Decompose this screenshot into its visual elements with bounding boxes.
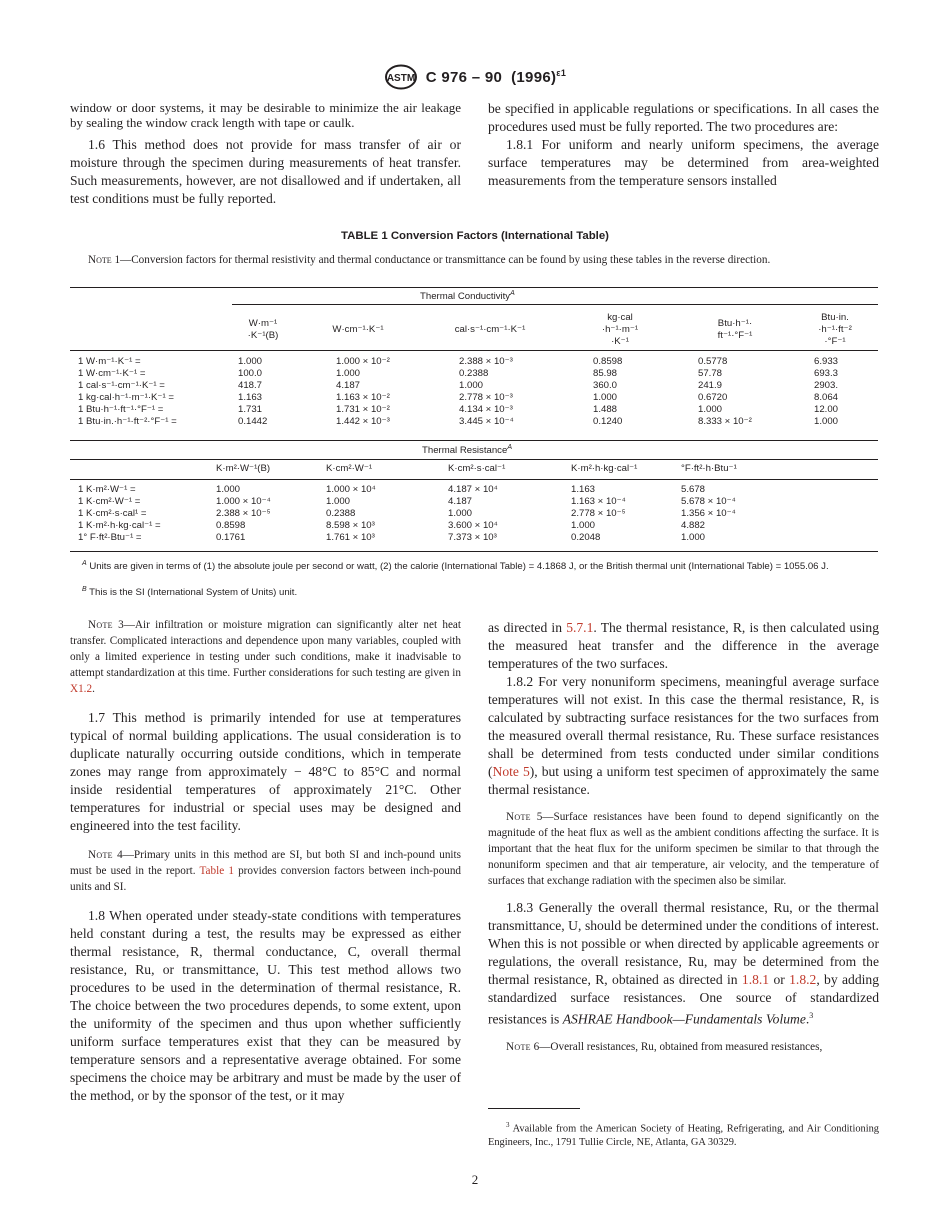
table-rule [70, 459, 878, 460]
table-cell: 1.488 [593, 404, 618, 415]
table-footnote-b: $^B$ This is the SI (International System of Units) unit. [82, 586, 298, 599]
table-caption: TABLE 1 Conversion Factors (International Table) [341, 230, 609, 242]
paragraph-1-8-1: 1.8.1 For uniform and nearly uniform specimens, the average surface temperatures may be determined from area-weighted measurements from the temperature sensors installed [488, 137, 879, 188]
svg-text:ASTM: ASTM [386, 73, 415, 84]
conductivity-title: Thermal Conductivity$^A$ [420, 290, 515, 303]
cond-row-label: 1 cal·s⁻¹·cm⁻¹·K⁻¹ = [78, 380, 165, 391]
table-cell: 1.000 [448, 508, 473, 519]
table-cell: 100.0 [238, 368, 263, 379]
link-5-7-1[interactable]: 5.7.1 [566, 620, 594, 635]
table-cell: 0.8598 [593, 356, 623, 367]
table-cell: 12.00 [814, 404, 839, 415]
table-cell: 4.134 × 10⁻³ [459, 404, 513, 415]
paragraph-1-6: 1.6 This method does not provide for mass transfer of air or moisture through the specimen during measurements of heat transfer. Such measurements, however, are not disallowed and if undertaken, all test conditions must be fully reported. [70, 137, 461, 206]
note-5: Note 5—Surface resistances have been found to depend significantly on the magnitude of the heat flux as well as the ambient conditions affecting the surface. It is important that the heat flux for the uniform specimen be similar to that through the nonuniform specimen and that air temperature, air velocity, and the temperature of surfaces that exchange radiation with the specimen also be similar. [488, 811, 879, 887]
table-cell: 57.78 [698, 368, 723, 379]
table-note: Note 1—Conversion factors for thermal resistivity and thermal conductance or transmittance can be found by using these tables in the reverse direction. [88, 254, 771, 266]
table-cell: 1.000 [336, 368, 361, 379]
cond-header-1: W·m⁻¹ ·K⁻¹(B) [247, 318, 279, 341]
left-column-top [70, 100, 461, 208]
table-cell: 1.000 × 10⁻⁴ [216, 496, 271, 507]
table-rule [232, 304, 878, 305]
res-header-5: °F·ft²·h·Btu⁻¹ [681, 463, 737, 474]
table-cell: 0.6720 [698, 392, 728, 403]
resistance-title: Thermal Resistance$^A$ [422, 444, 512, 457]
cond-row-label: 1 W·cm⁻¹·K⁻¹ = [78, 368, 146, 379]
page-number: 2 [471, 1172, 479, 1187]
table-cell: 0.2048 [571, 532, 601, 543]
paragraph-1-8-2: 1.8.2 For very nonuniform specimens, meaningful average surface temperatures will not exist. In this case the thermal resistance, R, is calculated by subtracting surface resistances for the two surfaces from the measured overall thermal resistance, Ru. These surface resistances shall be determined from tests conducted under similar conditions (Note 5), but using a uniform test specimen of approximately the same thermal resistance. [488, 674, 880, 797]
table-cell: 0.1761 [216, 532, 246, 543]
table-cell: 1.731 × 10⁻² [336, 404, 390, 415]
res-row-label: 1 K·cm²·s·cal¹ = [78, 508, 147, 519]
res-row-label: 1 K·m²·h·kg·cal⁻¹ = [78, 520, 161, 531]
table-cell: 2.388 × 10⁻³ [459, 356, 513, 367]
table-cell: 4.187 × 10⁴ [448, 484, 498, 495]
page-header [0, 64, 950, 90]
cond-header-5: Btu·h⁻¹· ft⁻¹·°F⁻¹ [717, 318, 753, 341]
table-rule [70, 287, 878, 288]
table-cell: 5.678 [681, 484, 706, 495]
astm-logo-icon [384, 64, 418, 90]
table-cell: 6.933 [814, 356, 839, 367]
right-column-bottom [488, 619, 879, 1055]
table-cell: 693.3 [814, 368, 839, 379]
cond-header-2: W·cm⁻¹·K⁻¹ [332, 324, 384, 335]
res-header-2: K·cm²·W⁻¹ [326, 463, 373, 474]
table-cell: 1.000 [238, 356, 263, 367]
res-header-1: K·m²·W⁻¹(B) [216, 463, 271, 474]
link-x1-2[interactable]: X1.2 [70, 683, 93, 695]
table-cell: 1.356 × 10⁻⁴ [681, 508, 736, 519]
table-cell: 4.882 [681, 520, 706, 531]
table-rule [70, 440, 878, 441]
link-1-8-2[interactable]: 1.8.2 [789, 972, 817, 987]
designation: C 976 – 90 $(1996)^{\varepsilon 1}$ [425, 68, 567, 86]
table-cell: 1.000 [459, 380, 484, 391]
paragraph-1-7: 1.7 This method is primarily intended for use at temperatures typical of normal building applications. The usual consideration is to duplicate naturally occurring outside conditions, which in temperate zones may range from approximately − 48°C to 85°C and normal inside residential temperatures of approximately 21°C. Other temperatures for industrial or special uses may be designed and engineered into the test facility. [70, 710, 461, 833]
link-note-5[interactable]: Note 5 [492, 764, 530, 779]
cond-row-label: 1 Btu·in.·h⁻¹·ft⁻²·°F⁻¹ = [78, 416, 177, 427]
table-cell: 241.9 [698, 380, 723, 391]
table-cell: 1.163 × 10⁻⁴ [571, 496, 626, 507]
table-cell: 5.678 × 10⁻⁴ [681, 496, 736, 507]
res-row-label: 1° F·ft²·Btu⁻¹ = [78, 532, 142, 543]
table-rule [70, 479, 878, 480]
table-cell: 1.000 [814, 416, 839, 427]
footnote-3: $^3$ Available from the American Society of Heating, Refrigerating, and Air Conditioning Engineers, Inc., 1791 Tullie Circle, NE, Atlanta, GA 30329. [488, 1121, 879, 1149]
res-header-4: K·m²·h·kg·cal⁻¹ [571, 463, 638, 474]
paragraph-1-8-3: 1.8.3 Generally the overall thermal resistance, Ru, or the thermal transmittance, U, should be determined under the conditions of interest. When this is not possible or when directed by applicable agreements or regulations, the overall resistance, Ru, may be determined from the thermal resistance, R, obtained as directed in 1.8.1 or 1.8.2, by adding standardized surface resistances. One source of standardized resistances is ASHRAE Handbook—Fundamentals Volume.$^3$ [488, 900, 880, 1027]
table-cell: 3.600 × 10⁴ [448, 520, 498, 531]
table-cell: 1.163 [571, 484, 596, 495]
table-cell: 0.2388 [326, 508, 356, 519]
table-footnote-a: $^A$ Units are given in terms of (1) the absolute joule per second or watt, (2) the calorie (International Table) = 4.1868 J, or the British thermal unit (International Table) = 1055.06 J. [82, 560, 829, 573]
table-cell: 1.000 [326, 496, 351, 507]
cond-header-3: cal·s⁻¹·cm⁻¹·K⁻¹ [454, 324, 526, 335]
table-cell: 8.598 × 10³ [326, 520, 375, 531]
paragraph-1-8-1-cont: as directed in 5.7.1. The thermal resistance, R, is then calculated using the measured heat transfer and the difference in the average temperatures of the two surfaces. [488, 620, 880, 671]
cond-row-label: 1 W·m⁻¹·K⁻¹ = [78, 356, 141, 367]
cond-row-label: 1 kg·cal·h⁻¹·m⁻¹·K⁻¹ = [78, 392, 174, 403]
note-6: Note 6—Overall resistances, Ru, obtained from measured resistances, [506, 1040, 823, 1053]
table-rule [70, 551, 878, 552]
table-cell: 0.2388 [459, 368, 489, 379]
link-1-8-1[interactable]: 1.8.1 [741, 972, 770, 987]
table-cell: 7.373 × 10³ [448, 532, 497, 543]
paragraph-continuation-right: be specified in applicable regulations or specifications. In all cases the procedures used must be fully reported. The two procedures are: [488, 101, 879, 134]
res-row-label: 1 K·m²·W⁻¹ = [78, 484, 136, 495]
table-cell: 2903. [814, 380, 839, 391]
cond-header-6: Btu·in. ·h⁻¹·ft⁻² ·°F⁻¹ [818, 312, 852, 347]
table-cell: 8.333 × 10⁻² [698, 416, 752, 427]
table-cell: 418.7 [238, 380, 263, 391]
table-cell: 85.98 [593, 368, 618, 379]
right-column-top [488, 100, 879, 190]
cond-header-4: kg·cal ·h⁻¹·m⁻¹ ·K⁻¹ [601, 312, 639, 347]
table-cell: 2.778 × 10⁻⁵ [571, 508, 626, 519]
left-column-bottom [70, 617, 461, 1105]
table-cell: 8.064 [814, 392, 839, 403]
table-cell: 1.000 [571, 520, 596, 531]
cond-row-label: 1 Btu·h⁻¹·ft⁻¹·°F⁻¹ = [78, 404, 164, 415]
res-row-label: 1 K·cm²·W⁻¹ = [78, 496, 141, 507]
paragraph-continuation: window or door systems, it may be desirable to minimize the air leakage by sealing the window crack length with tape or caulk. [70, 100, 461, 130]
table-cell: 0.5778 [698, 356, 728, 367]
table-cell: 360.0 [593, 380, 618, 391]
res-header-3: K·cm²·s·cal⁻¹ [448, 463, 506, 474]
table-cell: 1.163 [238, 392, 263, 403]
table-cell: 2.388 × 10⁻⁵ [216, 508, 271, 519]
table-cell: 0.8598 [216, 520, 246, 531]
table-cell: 2.778 × 10⁻³ [459, 392, 513, 403]
table-cell: 1.000 × 10⁻² [336, 356, 390, 367]
table-cell: 4.187 [448, 496, 473, 507]
paragraph-1-8: 1.8 When operated under steady-state conditions with temperatures held constant during a test, the results may be expressed as either thermal resistance, R, thermal conductance, C, overall thermal resistance, Ru, or transmittance, U. This test method allows two procedures to be used in the determination of thermal resistance, R. The choice between the two procedures depends, to some extent, upon the uniformity of the specimen and thus upon whether sufficiently uniform surface temperatures exist that they can be measured by temperature sensors and a representative average obtained. For some specimens the choice may be arbitrary and must be made by the user of the method, or by the sponsor of the test, or it may [70, 908, 461, 1103]
table-cell: 1.761 × 10³ [326, 532, 375, 543]
footnote-rule [488, 1108, 580, 1109]
table-cell: 3.445 × 10⁻⁴ [459, 416, 514, 427]
note-4: Note 4—Primary units in this method are SI, but both SI and inch-pound units must be used in the report. Table 1 provides conversion factors between inch-pound units and SI. [70, 849, 462, 893]
table-cell: 1.163 × 10⁻² [336, 392, 390, 403]
table-cell: 1.000 [593, 392, 618, 403]
table-cell: 1.000 × 10⁴ [326, 484, 376, 495]
table-cell: 0.1442 [238, 416, 268, 427]
table-rule [70, 350, 878, 351]
link-table-1[interactable]: Table 1 [199, 865, 234, 877]
table-cell: 4.187 [336, 380, 361, 391]
table-cell: 1.000 [698, 404, 723, 415]
table-cell: 1.000 [216, 484, 241, 495]
note-3: Note 3—Air infiltration or moisture migration can significantly alter net heat transfer. Complicated interactions and dependence upon many variables, coupled with only a limited experience in testing under such conditions, make it inadvisable to attempt standardization at this time. Further considerations for such testing are given in X1.2. [70, 619, 461, 695]
table-cell: 0.1240 [593, 416, 623, 427]
table-cell: 1.000 [681, 532, 706, 543]
table-cell: 1.731 [238, 404, 263, 415]
table-cell: 1.442 × 10⁻³ [336, 416, 390, 427]
